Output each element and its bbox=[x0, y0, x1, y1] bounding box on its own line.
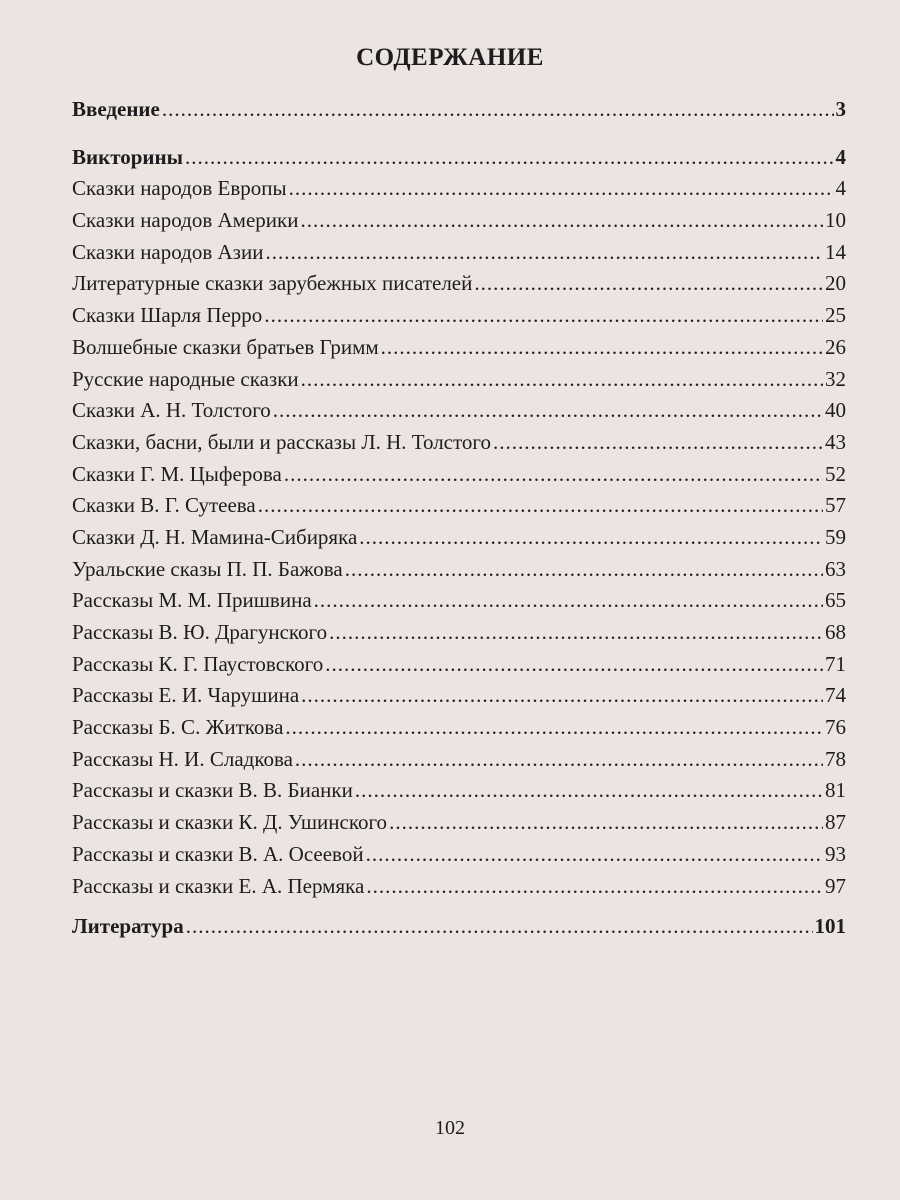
toc-entry bbox=[72, 649, 846, 681]
dot-leader bbox=[301, 680, 823, 712]
page-title: СОДЕРЖАНИЕ bbox=[356, 44, 544, 71]
toc-entry-label: Сказки, басни, были и рассказы Л. Н. Толстого bbox=[72, 429, 491, 454]
toc-entry bbox=[72, 237, 846, 269]
toc-entry bbox=[72, 775, 846, 807]
toc-entry-page: 43 bbox=[825, 429, 846, 454]
toc-entry-page: 52 bbox=[825, 461, 846, 486]
dot-leader bbox=[284, 459, 823, 491]
toc-entry-page: 81 bbox=[825, 778, 846, 803]
toc-entry-label: Уральские сказы П. П. Бажова bbox=[72, 556, 343, 581]
toc-entry-label: Сказки народов Азии bbox=[72, 239, 264, 264]
toc-entry-page: 63 bbox=[825, 556, 846, 581]
dot-leader bbox=[285, 712, 823, 744]
toc-entry-page: 74 bbox=[825, 683, 846, 708]
dot-leader bbox=[258, 490, 823, 522]
dot-leader bbox=[264, 300, 823, 332]
toc-entry-label: Викторины bbox=[72, 144, 184, 169]
toc-entry bbox=[72, 712, 846, 744]
toc-entry-page: 10 bbox=[825, 208, 846, 233]
dot-leader bbox=[162, 94, 834, 126]
toc-entry-label: Сказки народов Европы bbox=[72, 176, 287, 201]
dot-leader bbox=[301, 364, 823, 396]
dot-leader bbox=[325, 649, 823, 681]
toc-entry-page: 59 bbox=[825, 524, 846, 549]
toc-entry bbox=[72, 205, 846, 237]
dot-leader bbox=[474, 268, 823, 300]
toc-entry-label: Сказки А. Н. Толстого bbox=[72, 398, 271, 423]
toc-entry-page: 26 bbox=[825, 334, 846, 359]
toc-entry bbox=[72, 332, 846, 364]
toc-entry-page: 40 bbox=[825, 398, 846, 423]
toc-entry-label: Рассказы и сказки В. А. Осеевой bbox=[72, 841, 364, 866]
page-number: 102 bbox=[435, 1117, 465, 1139]
toc-entry bbox=[72, 94, 846, 126]
dot-leader bbox=[186, 911, 813, 943]
toc-entry-label: Рассказы Е. И. Чарушина bbox=[72, 683, 300, 708]
toc-entry-page: 71 bbox=[825, 651, 846, 676]
toc-entry-page: 65 bbox=[825, 588, 846, 613]
toc-entry bbox=[72, 617, 846, 649]
dot-leader bbox=[359, 522, 823, 554]
dot-leader bbox=[366, 839, 823, 871]
toc-entry bbox=[72, 839, 846, 871]
toc-entry bbox=[72, 364, 846, 396]
toc-entry-label: Рассказы М. М. Пришвина bbox=[72, 588, 312, 613]
toc-entry-page: 25 bbox=[825, 303, 846, 328]
dot-leader bbox=[389, 807, 823, 839]
toc-entry-label: Сказки Шарля Перро bbox=[72, 303, 263, 328]
toc-entry-label: Волшебные сказки братьев Гримм bbox=[72, 334, 379, 359]
toc-entry bbox=[72, 554, 846, 586]
dot-leader bbox=[185, 142, 833, 174]
toc-entry-label: Рассказы Б. С. Житкова bbox=[72, 715, 284, 740]
dot-leader bbox=[493, 427, 823, 459]
dot-leader bbox=[273, 395, 823, 427]
dot-leader bbox=[366, 871, 823, 903]
toc-entry-label: Рассказы Н. И. Сладкова bbox=[72, 746, 293, 771]
toc-entry-label: Рассказы и сказки К. Д. Ушинского bbox=[72, 810, 388, 835]
dot-leader bbox=[355, 775, 823, 807]
toc-entry bbox=[72, 911, 846, 943]
toc-entry-page: 78 bbox=[825, 746, 846, 771]
toc-entry-page: 20 bbox=[825, 271, 846, 296]
toc-entry-label: Литература bbox=[72, 914, 184, 939]
toc-entry-page: 68 bbox=[825, 620, 846, 644]
dot-leader bbox=[300, 205, 823, 237]
toc-entry-label: Рассказы В. Ю. Драгунского bbox=[72, 620, 328, 644]
toc-entry-page: 32 bbox=[825, 366, 846, 391]
toc-entry-page: 101 bbox=[814, 914, 846, 939]
toc-entry-label: Сказки народов Америки bbox=[72, 208, 299, 233]
toc-entry-label: Сказки В. Г. Сутеева bbox=[72, 493, 256, 518]
toc-entry bbox=[72, 744, 846, 776]
toc-entry bbox=[72, 459, 846, 491]
dot-leader bbox=[314, 585, 823, 617]
toc-entry-label: Рассказы и сказки В. В. Бианки bbox=[72, 778, 353, 803]
toc-entry-page: 3 bbox=[835, 97, 846, 121]
toc-entry-label: Сказки Д. Н. Мамина-Сибиряка bbox=[72, 524, 358, 549]
toc-entry-page: 93 bbox=[825, 841, 846, 866]
toc-entry bbox=[72, 522, 846, 554]
toc-entry bbox=[72, 395, 846, 427]
dot-leader bbox=[289, 173, 834, 205]
table-of-contents bbox=[72, 94, 846, 943]
toc-entry bbox=[72, 142, 846, 174]
toc-entry-page: 4 bbox=[835, 176, 846, 201]
toc-entry bbox=[72, 807, 846, 839]
toc-entry bbox=[72, 268, 846, 300]
toc-entry-label: Рассказы К. Г. Паустовского bbox=[72, 651, 324, 676]
toc-entry-label: Рассказы и сказки Е. А. Пермяка bbox=[72, 873, 365, 898]
dot-leader bbox=[381, 332, 823, 364]
toc-entry-page: 97 bbox=[825, 873, 846, 898]
toc-entry bbox=[72, 300, 846, 332]
toc-entry-page: 87 bbox=[825, 810, 846, 835]
toc-entry-label: Сказки Г. М. Цыферова bbox=[72, 461, 282, 486]
dot-leader bbox=[345, 554, 823, 586]
toc-entry-page: 57 bbox=[825, 493, 846, 518]
toc-entry-label: Введение bbox=[72, 97, 160, 121]
toc-entry-page: 14 bbox=[825, 239, 846, 264]
dot-leader bbox=[329, 617, 823, 649]
toc-entry-label: Русские народные сказки bbox=[72, 366, 299, 391]
toc-entry-page: 76 bbox=[825, 715, 846, 740]
toc-entry bbox=[72, 427, 846, 459]
toc-entry bbox=[72, 871, 846, 903]
dot-leader bbox=[265, 237, 823, 269]
toc-entry-label: Литературные сказки зарубежных писателей bbox=[72, 271, 473, 296]
dot-leader bbox=[295, 744, 823, 776]
toc-entry bbox=[72, 585, 846, 617]
toc-entry bbox=[72, 173, 846, 205]
toc-entry bbox=[72, 490, 846, 522]
toc-entry-page: 4 bbox=[835, 144, 846, 169]
toc-entry bbox=[72, 680, 846, 712]
